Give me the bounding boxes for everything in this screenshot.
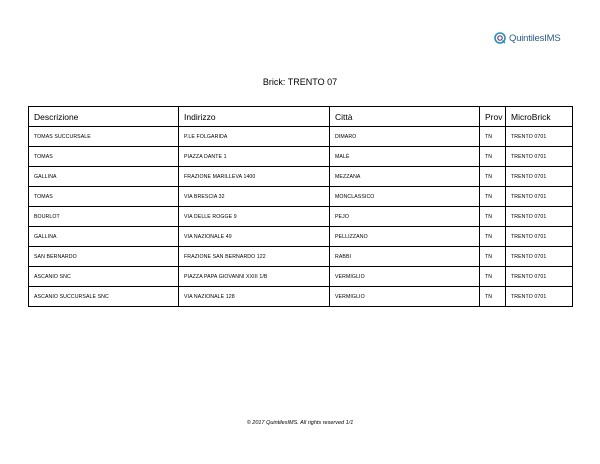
indirizzo-cell: PIAZZA PAPA GIOVANNI XXIII 1/B (179, 267, 330, 287)
column-header-microbrick: MicroBrick (506, 107, 573, 127)
citta-cell: MALÈ (330, 147, 480, 167)
indirizzo-cell: VIA DELLE ROGGE 9 (179, 207, 330, 227)
microbrick-cell: TRENTO 0701 (506, 227, 573, 247)
citta-cell: PEJO (330, 207, 480, 227)
indirizzo-cell: VIA NAZIONALE 49 (179, 227, 330, 247)
microbrick-cell: TRENTO 0701 (506, 207, 573, 227)
table-row (29, 187, 573, 207)
table-row (29, 287, 573, 307)
descrizione-cell: ASCANIO SNC (29, 267, 179, 287)
logo-text: QuintilesIMS (509, 32, 561, 44)
descrizione-cell: TOMAS SUCCURSALE (29, 127, 179, 147)
citta-cell: MONCLASSICO (330, 187, 480, 207)
page-title: Brick: TRENTO 07 (262, 77, 338, 87)
prov-cell: TN (480, 287, 506, 307)
microbrick-cell: TRENTO 0701 (506, 267, 573, 287)
prov-cell: TN (480, 127, 506, 147)
descrizione-cell: BOURLOT (29, 207, 179, 227)
table-body (29, 127, 573, 307)
prov-cell: TN (480, 167, 506, 187)
microbrick-cell: TRENTO 0701 (506, 287, 573, 307)
descrizione-cell: TOMAS (29, 147, 179, 167)
microbrick-cell: TRENTO 0701 (506, 167, 573, 187)
indirizzo-cell: VIA BRESCIA 32 (179, 187, 330, 207)
column-header-prov: Prov (480, 107, 506, 127)
table-row (29, 227, 573, 247)
descrizione-cell: GALLINA (29, 227, 179, 247)
table-row (29, 247, 573, 267)
table-row (29, 267, 573, 287)
microbrick-cell: TRENTO 0701 (506, 247, 573, 267)
company-logo (494, 32, 560, 44)
citta-cell: DIMARO (330, 127, 480, 147)
citta-cell: VERMIGLIO (330, 267, 480, 287)
table-row (29, 127, 573, 147)
pharmacy-table (28, 106, 573, 307)
table-row (29, 147, 573, 167)
prov-cell: TN (480, 247, 506, 267)
indirizzo-cell: FRAZIONE SAN BERNARDO 122 (179, 247, 330, 267)
descrizione-cell: GALLINA (29, 167, 179, 187)
citta-cell: VERMIGLIO (330, 287, 480, 307)
table-row (29, 167, 573, 187)
citta-cell: MEZZANA (330, 167, 480, 187)
column-header-citta: Città (330, 107, 480, 127)
prov-cell: TN (480, 227, 506, 247)
descrizione-cell: TOMAS (29, 187, 179, 207)
indirizzo-cell: FRAZIONE MARILLEVA 1400 (179, 167, 330, 187)
descrizione-cell: ASCANIO SUCCURSALE SNC (29, 287, 179, 307)
prov-cell: TN (480, 267, 506, 287)
logo-icon (494, 32, 506, 44)
prov-cell: TN (480, 207, 506, 227)
prov-cell: TN (480, 187, 506, 207)
table-row (29, 207, 573, 227)
microbrick-cell: TRENTO 0701 (506, 127, 573, 147)
column-header-indirizzo: Indirizzo (179, 107, 330, 127)
citta-cell: RABBI (330, 247, 480, 267)
citta-cell: PELLIZZANO (330, 227, 480, 247)
footer-copyright: © 2017 QuintilesIMS. All rights reserved 1/1 (246, 420, 354, 426)
table-header-row (29, 107, 573, 127)
descrizione-cell: SAN BERNARDO (29, 247, 179, 267)
prov-cell: TN (480, 147, 506, 167)
microbrick-cell: TRENTO 0701 (506, 187, 573, 207)
indirizzo-cell: PIAZZA DANTE 1 (179, 147, 330, 167)
indirizzo-cell: VIA NAZIONALE 128 (179, 287, 330, 307)
microbrick-cell: TRENTO 0701 (506, 147, 573, 167)
column-header-descrizione: Descrizione (29, 107, 179, 127)
indirizzo-cell: P.LE FOLGARIDA (179, 127, 330, 147)
